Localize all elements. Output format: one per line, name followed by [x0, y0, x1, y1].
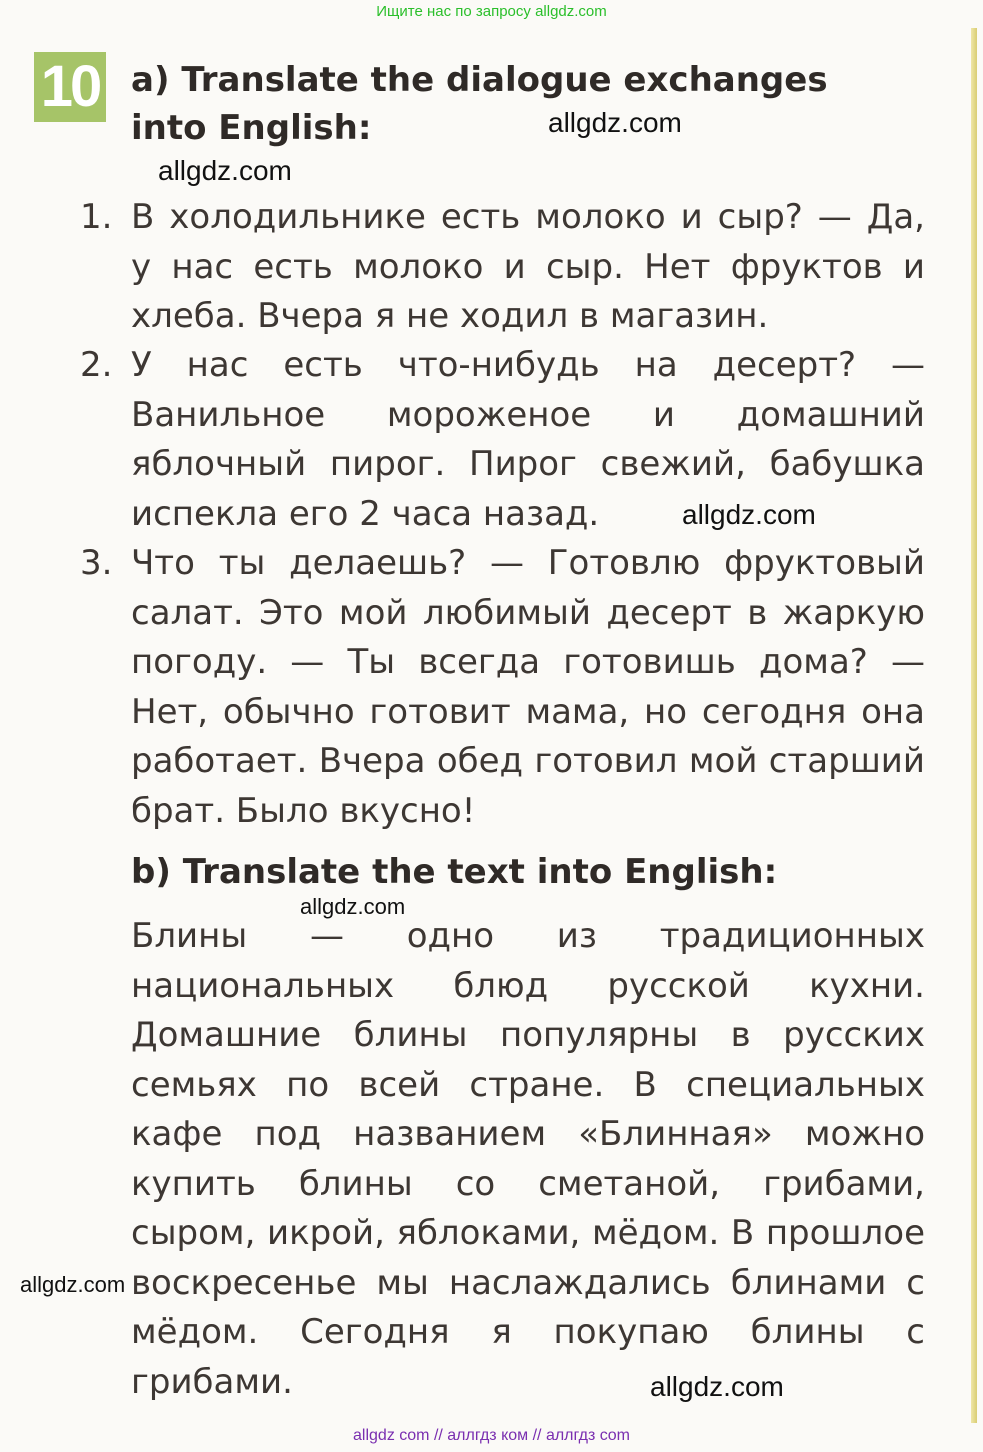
item-2-text: У нас есть что-нибудь на десерт? — Ванильное мороженое и домашний яблочный пирог. Пирог свежий, бабушка испекла его 2 часа назад. — [131, 345, 925, 534]
watermark: allgdz.com — [682, 499, 816, 530]
item-1-text: В холодильнике есть молоко и сыр? — Да, у нас есть молоко и сыр. Нет фруктов и хлеба. Вчера я не ходил в магазин. — [131, 197, 925, 336]
section-b-heading: b) Translate the text into English: — [131, 852, 778, 892]
watermark: allgdz.com — [300, 894, 406, 919]
item-1-number: 1. — [80, 197, 113, 237]
watermark: allgdz.com — [650, 1371, 784, 1402]
watermark: allgdz.com — [548, 107, 682, 138]
exercise-number-badge: 10 — [34, 52, 106, 122]
watermark: allgdz.com — [20, 1272, 126, 1297]
item-3-number: 3. — [80, 543, 113, 583]
top-banner: Ищите нас по запросу allgdz.com — [376, 3, 607, 20]
section-b-text: Блины — одно из традиционных национальных блюд русской кухни. Домашние блины популярны в русских семьях по всей стране. В специальных кафе под названием «Блинная» можно купить блины со сметаной, грибами, сыром, икрой, яблоками, мёдом. В прошлое воскресенье мы наслаждались блинами с мёдом. Сегодня я покупаю блины с грибами. — [131, 916, 925, 1402]
page-margin-rule — [971, 28, 977, 1423]
item-3-text: Что ты делаешь? — Готовлю фруктовый салат. Это мой любимый десерт в жаркую погоду. — Ты всегда готовишь дома? — Нет, обычно готовит мама, но сегодня она работает. Вчера обед готовил мой старший брат. Было вкусно! — [131, 543, 925, 831]
watermark: allgdz.com — [158, 155, 292, 186]
bottom-banner: allgdz com // аллгдз ком // аллгдз com — [353, 1427, 630, 1444]
item-2-number: 2. — [80, 345, 113, 385]
section-a-heading: a) Translate the dialogue exchanges into English: — [131, 60, 828, 148]
